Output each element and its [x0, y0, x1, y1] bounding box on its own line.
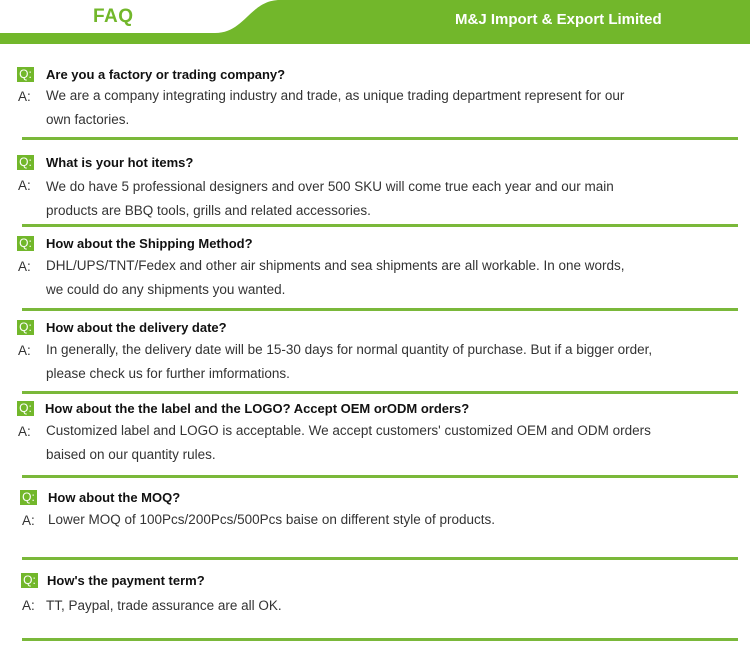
question-icon: Q:	[17, 401, 34, 416]
answer-label: A:	[18, 259, 31, 274]
answer-line: DHL/UPS/TNT/Fedex and other air shipments and sea shipments are all workable. In one words,	[46, 258, 625, 273]
answer-line: Lower MOQ of 100Pcs/200Pcs/500Pcs baise on different style of products.	[48, 512, 495, 527]
divider	[22, 308, 738, 311]
faq-question: How about the delivery date?	[46, 320, 227, 335]
page-title: FAQ	[93, 6, 134, 27]
faq-answer	[46, 254, 696, 302]
answer-label: A:	[22, 598, 35, 613]
answer-line: We are a company integrating industry and trade, as unique trading department represent for our	[46, 88, 625, 103]
answer-line: we could do any shipments you wanted.	[46, 282, 286, 297]
question-icon: Q:	[20, 490, 37, 505]
question-icon: Q:	[17, 236, 34, 251]
answer-line: TT, Paypal, trade assurance are all OK.	[46, 598, 282, 613]
divider	[22, 224, 738, 227]
faq-answer	[46, 419, 696, 467]
divider	[22, 638, 738, 641]
divider	[22, 557, 738, 560]
question-icon: Q:	[17, 67, 34, 82]
question-icon: Q:	[17, 320, 34, 335]
faq-question: How about the the label and the LOGO? Accept OEM orODM orders?	[45, 401, 470, 416]
answer-line: We do have 5 professional designers and over 500 SKU will come true each year and our main	[46, 179, 614, 194]
answer-line: In generally, the delivery date will be 15-30 days for normal quantity of purchase. But if a bigger order,	[46, 342, 653, 357]
faq-answer	[46, 175, 696, 223]
faq-answer	[46, 594, 696, 618]
faq-header	[0, 0, 750, 45]
question-icon: Q:	[21, 573, 38, 588]
answer-label: A:	[18, 89, 31, 104]
divider	[22, 475, 738, 478]
faq-answer	[46, 338, 696, 386]
company-name: M&J Import & Export Limited	[455, 11, 662, 28]
answer-line: baised on our quantity rules.	[46, 447, 216, 462]
answer-line: products are BBQ tools, grills and related accessories.	[46, 203, 371, 218]
faq-question: How's the payment term?	[47, 573, 205, 588]
answer-line: please check us for further imformations.	[46, 366, 290, 381]
faq-question: How about the MOQ?	[48, 490, 181, 505]
answer-line: own factories.	[46, 112, 130, 127]
divider	[22, 137, 738, 140]
question-icon: Q:	[17, 155, 34, 170]
answer-label: A:	[18, 178, 31, 193]
answer-label: A:	[18, 343, 31, 358]
faq-answer	[48, 508, 698, 532]
faq-question: Are you a factory or trading company?	[46, 67, 286, 82]
answer-label: A:	[22, 513, 35, 528]
answer-line: Customized label and LOGO is acceptable. We accept customers' customized OEM and ODM orders	[46, 423, 651, 438]
faq-question: How about the Shipping Method?	[46, 236, 253, 251]
answer-label: A:	[18, 424, 31, 439]
faq-answer	[46, 84, 696, 132]
faq-question: What is your hot items?	[46, 155, 194, 170]
divider	[22, 391, 738, 394]
